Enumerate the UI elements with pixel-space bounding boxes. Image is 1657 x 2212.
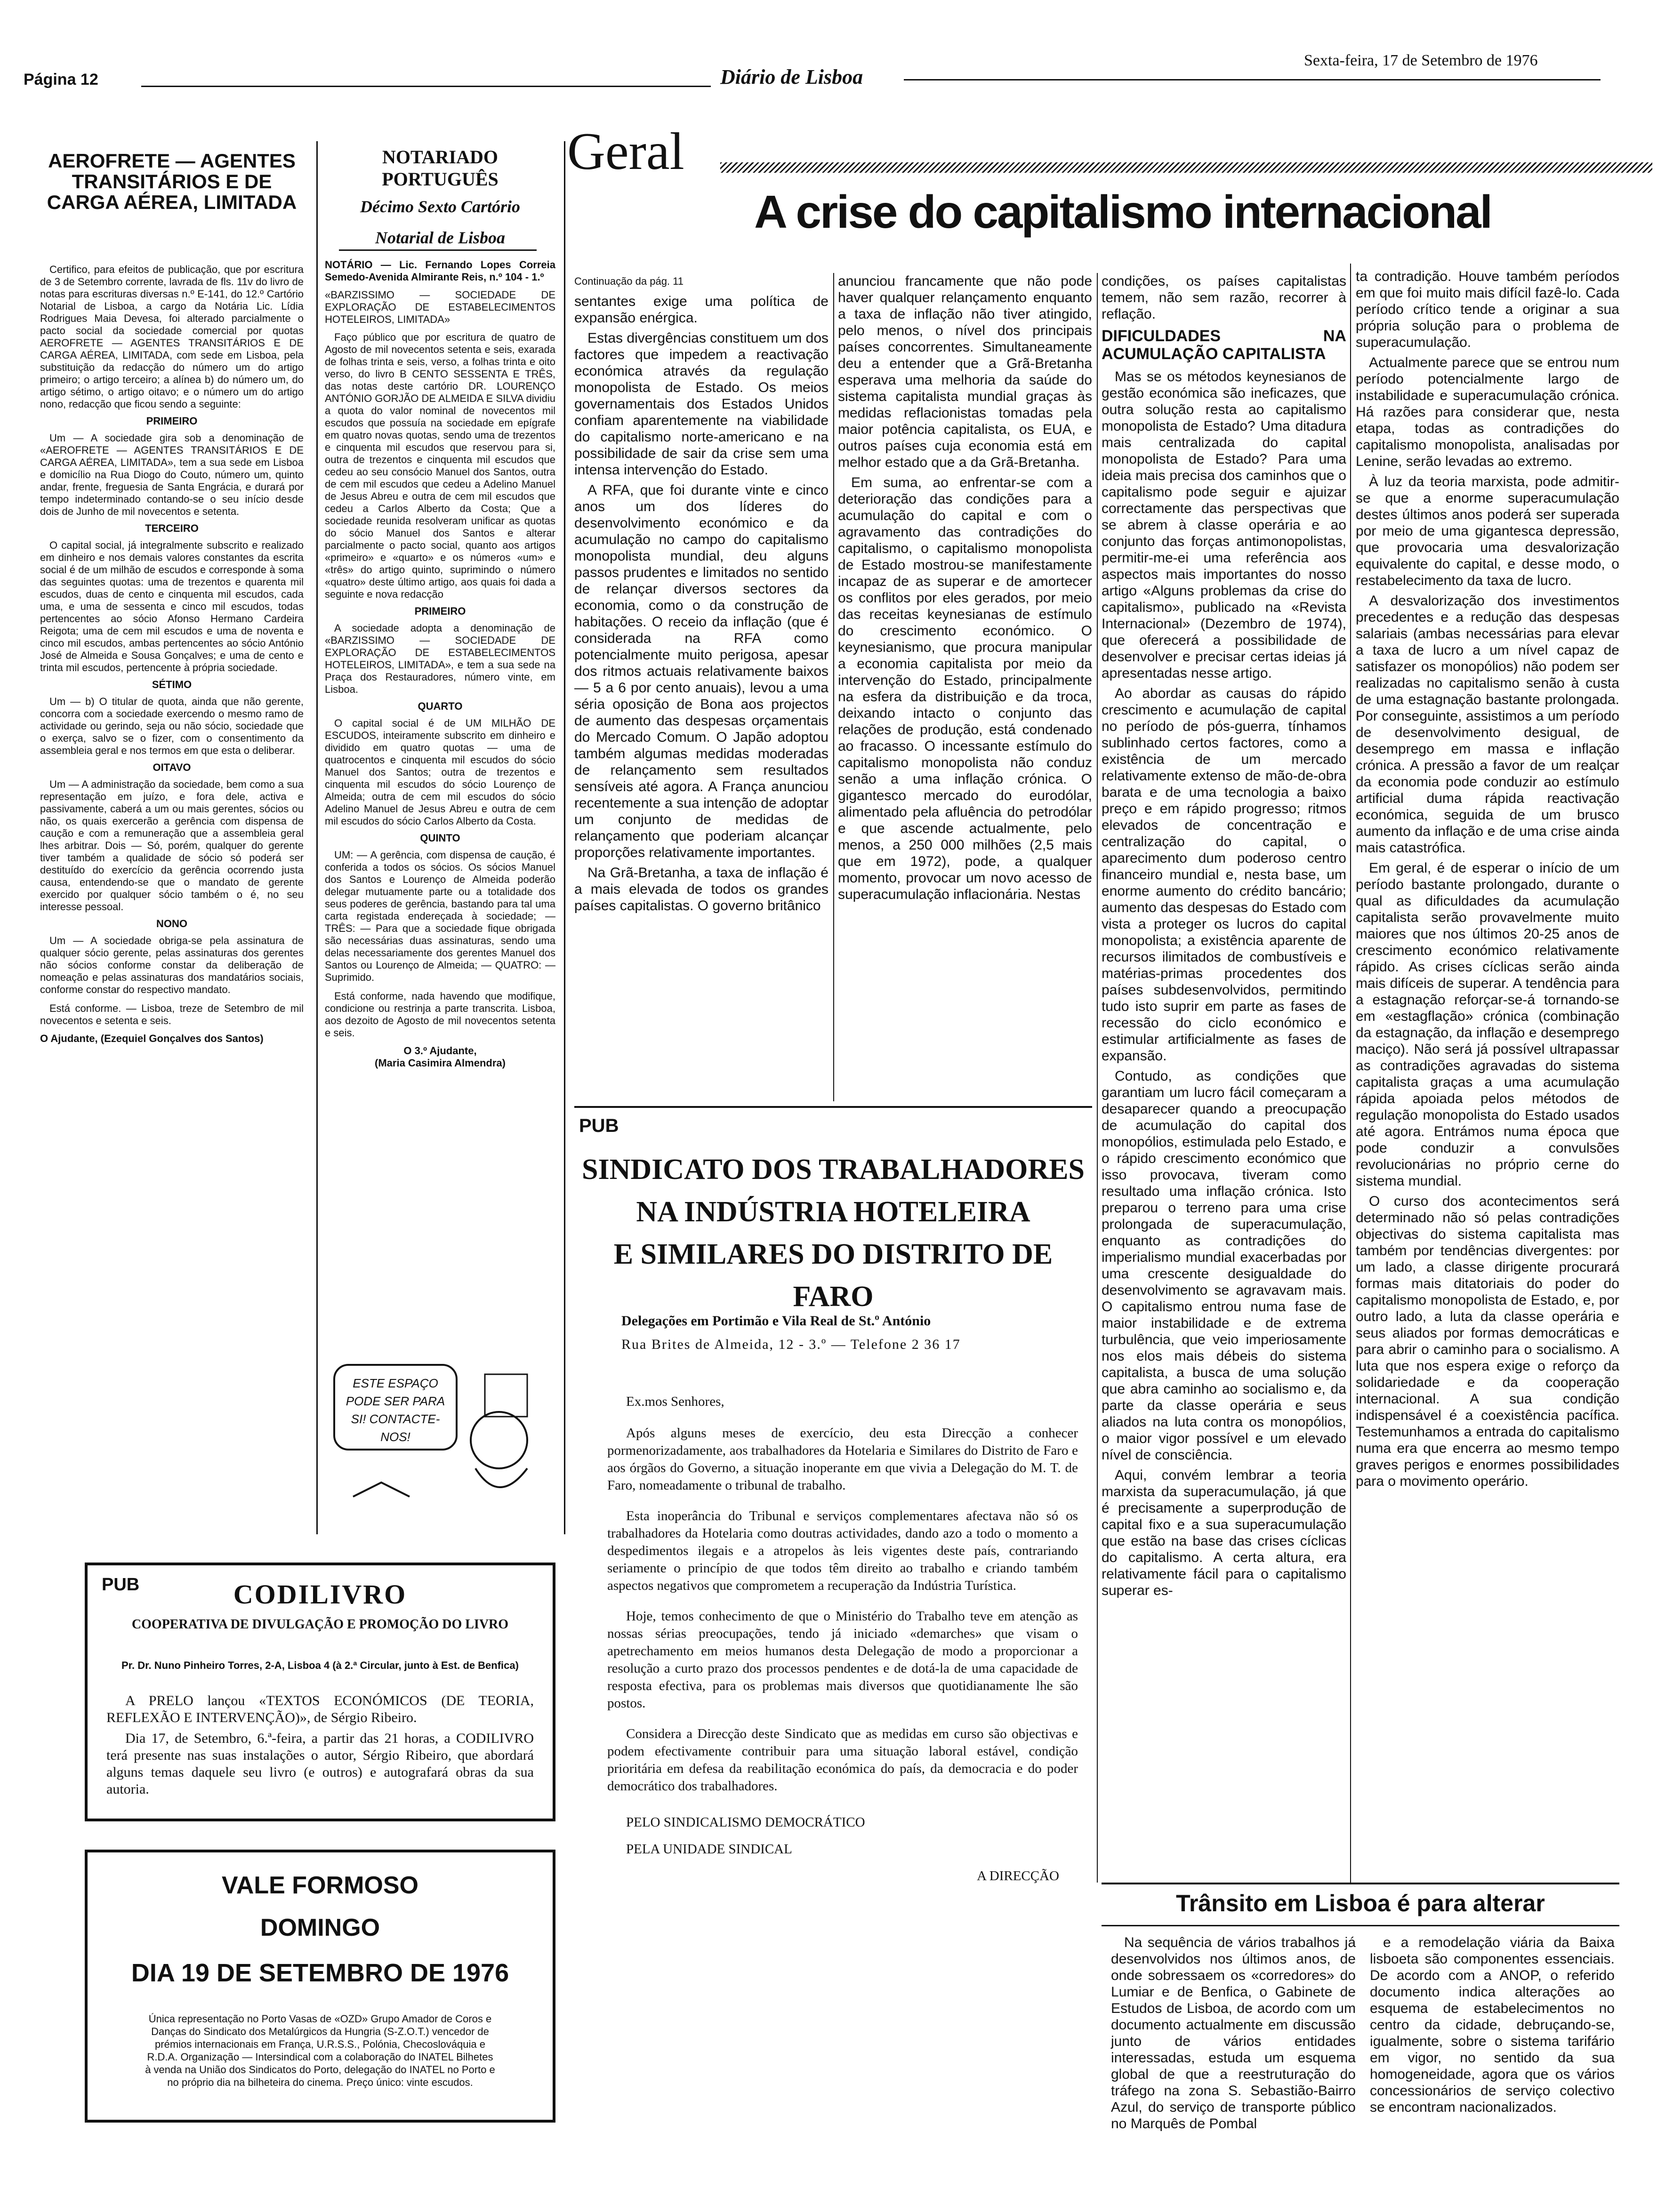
aerofrete-art3: O capital social, já integralmente subscrito e realizado em dinheiro e nos demais valores constantes da escrita social é de um milhão de escudos e corresponde à soma das seguintes quotas: uma de trezentos e quarenta mil escudos, duas de cento e cinquenta mil escudos, cada uma, e uma de sessenta e cinco mil escudos, todas pertencentes ao sócio Afonso Hermano Cardeira Reigota; uma de cem mil escudos e uma de noventa e cinco mil escudos, ambas pertencentes ao sócio António José de Almeida e Sousa Gonçalves; e uma de cento e trinta mil escudos, pertencente à própria sociedade. bbox=[40, 539, 304, 673]
codilivro-body bbox=[106, 1692, 534, 1798]
article-p8: Mas se os métodos keynesianos de gestão económica são ineficazes, que outra solução resta ao capitalismo monopolista de Estado? Uma ditadura mais centralizada do capital monopolista de Estado? Para uma ideia mais precisa dos caminhos que o capitalismo pode seguir e ajuizar correctamente das perspectivas que se abrem à classe operária e ao conjunto das forças antimonopolistas, permitir-me-ei uma referência aos aspectos mais importantes do nosso artigo «Alguns problemas da crise do capitalismo», publicado na «Revista Internacional» (Dezembro de 1974), que oferecerá a possibilidade de desenvolver e precisar certas ideias já apresentadas nesse artigo. bbox=[1102, 369, 1346, 681]
article-p17: O curso dos acontecimentos será determinado não só pelas contradições objectivas do sistema capitalista mas também por tendências divergentes: por um lado, a classe dirigente procurará formas mais ditatoriais do poder do capitalismo monopolista de Estado, e, por outro lado, a luta da classe operária e seus aliados por formas democráticas e para abrir o caminho para o socialismo. A luta que nos espera exige o reforço da solidariedade e da cooperação internacional. A sua condição indispensável é a coexistência pacífica. Testemunhamos a entrada do capitalismo numa era que encerra ao mesmo tempo graves perigos e enormes possibilidades para o movimento operário. bbox=[1356, 1194, 1619, 1489]
codilivro-address: Pr. Dr. Nuno Pinheiro Torres, 2-A, Lisboa 4 (à 2.ª Circular, junto à Est. de Benfica) bbox=[121, 1659, 519, 1671]
article-subheading: DIFICULDADES NA ACUMULAÇÃO CAPITALISTA bbox=[1102, 327, 1346, 363]
aerofrete-heading-setimo: SÉTIMO bbox=[152, 679, 192, 690]
notariado-subtitle: Décimo Sexto Cartório bbox=[360, 197, 520, 216]
codilivro-pub-label: PUB bbox=[102, 1575, 140, 1595]
notariado-heading bbox=[325, 146, 555, 248]
notariado-art4: O capital social é de UM MILHÃO DE ESCUDOS, inteiramente subscrito em dinheiro e dividido em quatro quotas — uma de quatrocentos e cinquenta mil escudos do sócio Manuel dos Santos; outra de trezentos e cinquenta mil escudos do sócio Lourenço de Almeida; outra de cem mil escudos do sócio Adelino Manuel de Jesus Abreu e outra de cem mil escudos do sócio Carlos Alberto da Costa. bbox=[325, 717, 555, 827]
notariado-notice bbox=[325, 259, 555, 1069]
codilivro-title: CODILIVRO bbox=[233, 1579, 407, 1610]
aerofrete-heading-nono: NONO bbox=[156, 918, 187, 930]
vale-date: DIA 19 DE SETEMBRO DE 1976 bbox=[131, 1959, 509, 1987]
article-p14: À luz da teoria marxista, pode admitir-se que a enorme superacumulação destes últimos anos poderá ser superada por meio de uma gigantesca depressão, que provocaria uma desvalorização equivalente do capital, e desse modo, o restabelecimento da taxa de lucro. bbox=[1356, 474, 1619, 588]
sindicato-greeting: Ex.mos Senhores, bbox=[626, 1394, 724, 1409]
vale-title: VALE FORMOSO bbox=[222, 1872, 418, 1899]
aerofrete-art7: Um — b) O titular de quota, ainda que não gerente, concorra com a sociedade exercendo o mesmo ramo de actividade ou gerindo, seja ou não sócio, sociedade que o exerça, salvo se o fizer, com o consentimento da assembleia geral e nos termos em que esta o deliberar. bbox=[40, 696, 304, 756]
notariado-heading-quarto: QUARTO bbox=[418, 700, 463, 712]
aerofrete-closing: Está conforme. — Lisboa, treze de Setembro de mil novecentos e setenta e seis. bbox=[40, 1002, 304, 1026]
article-p16: Em geral, é de esperar o início de um período bastante prolongado, durante o qual as dificuldades da acumulação capitalista serão provavelmente muito maiores que nos últimos 20-25 anos de crescimento económico relativamente rápido. As crises cíclicas serão ainda mais difíceis de superar. A tendência para a estagnação reforçar-se-á tornando-se em «estagflação» crónica (combinação da estagnação, da inflação e desemprego maciço). Não será já possível ultrapassar as contradições agravadas do sistema capitalista graças a uma acumulação rápida apoiada pelos métodos de regulação monopolista do Estado usados até agora. Entrámos numa época que pode conduzir a convulsões revolucionárias no próprio cerne do sistema mundial. bbox=[1356, 860, 1619, 1189]
issue-date: Sexta-feira, 17 de Setembro de 1976 bbox=[1304, 52, 1538, 69]
sindicato-title-2: NA INDÚSTRIA HOTELEIRA bbox=[636, 1196, 1030, 1228]
sindicato-p3: Hoje, temos conhecimento de que o Ministério do Trabalho teve em atenção as nossas sérias preocupações, tendo já iniciado «demarches» que visam o apetrechamento em meios humanos desta Delegação de modo a proporcionar a resolução a curto prazo dos processos pendentes e de dotá-la de uma capacidade de resposta efectiva, para os problemas mais diversos que quotidianamente lhe são postos. bbox=[607, 1609, 1078, 1711]
codilivro-subtitle: COOPERATIVA DE DIVULGAÇÃO E PROMOÇÃO DO LIVRO bbox=[131, 1617, 509, 1632]
article-p2: Estas divergências constituem um dos factores que impedem a reactivação económica através da regulação monopolista de Estado. Os meios governamentais dos Estados Unidos confiam aparentemente na viabilidade do capitalismo norte-americano e na possibilidade de sair da crise sem uma intensa intervenção do Estado. bbox=[574, 330, 828, 478]
aerofrete-signature: O Ajudante, (Ezequiel Gonçalves dos Santos) bbox=[40, 1033, 264, 1044]
sindicato-letter bbox=[607, 1393, 1078, 1885]
section-hatch bbox=[720, 162, 1652, 173]
notariado-rule bbox=[339, 249, 537, 251]
sindicato-pub-label: PUB bbox=[579, 1115, 619, 1136]
aerofrete-intro: Certifico, para efeitos de publicação, que por escritura de 3 de Setembro corrente, lavrada de fls. 11v do livro de notas para escrituras diversas n.º E-141, do 12.º Cartório Notarial de Lisboa, a cargo da Notária Lic. Lídia Rodrigues Maia Devesa, foi alterado parcialmente o pacto social da sociedade comercial por quotas AEROFRETE — AGENTES TRANSITÁRIOS E DE CARGA AÉREA, LIMITADA, com sede em Lisboa, pela substituição da redacção do número um do artigo primeiro; o artigo terceiro; a alínea b) do número um, do artigo sétimo, o artigo oitavo; e o número um do artigo nono, redacção que ficou sendo a seguinte: bbox=[40, 264, 304, 410]
aerofrete-heading-terceiro: TERCEIRO bbox=[145, 522, 199, 534]
article-col-3 bbox=[1102, 273, 1346, 1603]
cartoon-ad bbox=[325, 1355, 555, 1515]
masthead-rule-left bbox=[141, 86, 711, 87]
notariado-title: NOTARIADO PORTUGUÊS bbox=[382, 146, 499, 190]
notariado-closing: Está conforme, nada havendo que modifique, condicione ou restrinja a parte transcrita. Lisboa, aos dezoito de Agosto de mil novecentos setenta e seis. bbox=[325, 990, 555, 1039]
sindicato-title-3: E SIMILARES DO DISTRITO DE FARO bbox=[613, 1238, 1053, 1313]
article-continuation: Continuação da pág. 11 bbox=[574, 275, 684, 287]
transito-col-2: e a remodelação viária da Baixa lisboeta são componentes essenciais. De acordo com a ANOP, o referido documento indica alterações ao esquema de estabelecimentos no centro da cidade, debruçando-se, igualmente, sobre o sistema tarifário em vigor, no sentido da sua homogeneidade, agora que os vários concessionários de serviço colectivo se encontram nacionalizados. bbox=[1370, 1935, 1615, 2115]
column-divider-4 bbox=[1097, 273, 1098, 1883]
column-divider-3 bbox=[833, 273, 834, 1101]
article-col-2 bbox=[838, 273, 1092, 906]
sindicato-header bbox=[574, 1148, 1092, 1318]
sindicato-top-rule bbox=[574, 1106, 1092, 1108]
codilivro-ad bbox=[85, 1563, 555, 1821]
article-p15: A desvalorização dos investimentos precedentes e a redução das despesas salariais (ambas necessárias para elevar a taxa de lucro a um nível capaz de satisfazer os monopólios) não podem ser realizadas no capitalismo senão à custa de uma estagnação bastante prolongada. Por conseguinte, assistimos a um período de desenvolvimento desigual, de desemprego em massa e inflação crónica. A pressão a favor de um realçar da economia pode conduzir ao estímulo artificial duma rápida reactivação económica, seguida de um brusco aumento da inflação e de uma crise ainda mais catastrófica. bbox=[1356, 593, 1619, 856]
article-p4: Na Grã-Bretanha, a taxa de inflação é a mais elevada de todos os grandes países capitalistas. O governo britânico bbox=[574, 865, 828, 914]
aerofrete-art1: Um — A sociedade gira sob a denominação de «AEROFRETE — AGENTES TRANSITÁRIOS E DE CARGA AÉREA, LIMITADA», tem a sua sede em Lisboa e domicílio na Rua Diogo do Couto, número um, quinto andar, frente, freguesia de Santa Engrácia, e durará por tempo indeterminado contando-se o seu início desde dois de Junho de mil novecentos e setenta. bbox=[40, 432, 304, 517]
column-divider-1 bbox=[316, 141, 318, 1534]
sindicato-slogan-1: PELO SINDICALISMO DEMOCRÁTICO bbox=[626, 1815, 865, 1830]
aerofrete-art8: Um — A administração da sociedade, bem como a sua representação em juízo, e fora dele, activa e passivamente, caberá a um ou mais gerentes, sócios ou não, os quais exercerão a gerência com dispensa de caução e com a remuneração que a assembleia geral lhes arbitrar. Dois — Só, porém, qualquer do gerente tiver também a qualidade de sócio só poderá ser destituído do exercício da gerência ocorrendo justa causa, entendendo-se que o mandato de gerente exercido por qualquer sócio também o é, no seu interesse pessoal. bbox=[40, 778, 304, 913]
notariado-heading-quinto: QUINTO bbox=[420, 832, 460, 844]
article-p13: Actualmente parece que se entrou num período potencialmente largo de instabilidade e superacumulação crónica. Há razões para considerar que, nesta etapa, todas as contradições do capitalismo monopolista, analisadas por Lenine, serão levadas ao extremo. bbox=[1356, 355, 1619, 469]
page-number: Página 12 bbox=[24, 71, 98, 88]
newspaper-title: Diário de Lisboa bbox=[720, 65, 863, 88]
sindicato-address: Rua Brites de Almeida, 12 - 3.º — Telefone 2 36 17 bbox=[621, 1337, 961, 1352]
vale-subtitle: DOMINGO bbox=[260, 1914, 380, 1941]
aerofrete-title: AEROFRETE — AGENTES TRANSITÁRIOS E DE CARGA AÉREA, LIMITADA bbox=[47, 150, 297, 213]
article-p12: ta contradição. Houve também períodos em que foi muito mais difícil fazê-lo. Cada período crítico tende a originar a sua própria solução para o problema de superacumulação. bbox=[1356, 269, 1619, 350]
column-divider-2 bbox=[564, 141, 565, 1534]
article-p7: condições, os países capitalistas temem, não sem razão, recorrer à reflação. bbox=[1102, 273, 1346, 322]
sindicato-p4: Considera a Direcção deste Sindicato que as medidas em curso são objectivas e podem efectivamente contribuir para uma situação laboral estável, condição prioritária em defesa da reabilitação económica do país, da democracia e do poder democrático dos trabalhadores. bbox=[607, 1726, 1078, 1794]
notariado-place: Notarial de Lisboa bbox=[375, 228, 505, 247]
notariado-art1: A sociedade adopta a denominação de «BARZISSIMO — SOCIEDADE DE EXPLORAÇÃO DE ESTABELECIMENTOS HOTELEIROS, LIMITADA», e tem a sua sede na Praça dos Restauradores, número vinte, em Lisboa. bbox=[325, 622, 555, 695]
aerofrete-heading-oitavo: OITAVO bbox=[153, 761, 191, 773]
headline: A crise do capitalismo internacional bbox=[754, 186, 1491, 238]
article-p3: A RFA, que foi durante vinte e cinco anos um dos líderes do desenvolvimento económico e da acumulação no campo do capitalismo monopolista mundial, deu alguns passos prudentes e limitados no sentido de relançar diversos sectores da economia, como o da construção de habitações. O receio da inflação (que é considerada na RFA como potencialmente muito perigosa, apesar dos ritmos actuais relativamente baixos — 5 a 6 por cento anuais), levou a uma séria oposição de Bona aos projectos de aumento das despesas orçamentais do Mercado Comum. O Japão adoptou também algumas medidas moderadas de relançamento sem resultados sensíveis até agora. A França anunciou recentemente a sua intenção de adoptar um conjunto de medidas de relançamento que poderiam alcançar proporções relativamente importantes. bbox=[574, 482, 828, 860]
transito-top-rule bbox=[1102, 1883, 1619, 1884]
notariado-art5: UM: — A gerência, com dispensa de caução, é conferida a todos os sócios. Os sócios Manuel dos Santos e Lourenço de Almeida poderão delegar mutuamente parte ou a totalidade dos seus poderes de gerência, bastando para tal uma carta registada endereçada à sociedade; — TRÊS: — Para que a sociedade fique obrigada são necessárias duas assinaturas, sendo uma delas necessariamente dos gerentes Manuel dos Santos ou Lourenço de Almeida; — QUATRO: — Suprimido. bbox=[325, 849, 555, 983]
article-p5: anunciou francamente que não pode haver qualquer relançamento enquanto a taxa de inflação não tiver atingido, pelo menos, o nível dos principais países concorrentes. Simultaneamente deu a entender que a Grã-Bretanha esperava uma melhoria da saúde do sistema capitalista mundial graças às medidas reflacionistas tomadas pela maior potência capitalista, os EUA, e outros países cuja economia está em melhor estado que a da Grã-Bretanha. bbox=[838, 273, 1092, 470]
notariado-company: «BARZISSIMO — SOCIEDADE DE EXPLORAÇÃO DE ESTABELECIMENTOS HOTELEIROS, LIMITADA» bbox=[325, 289, 555, 325]
article-p9: Ao abordar as causas do rápido crescimento e acumulação de capital no período de pós-guerra, tínhamos sublinhado certos factores, como a existência de um mercado relativamente extenso de mão-de-obra barata e de uma tecnologia a baixo preço e em rápido progresso; ritmos elevados de concentração e centralização do capital, o aparecimento dum poderoso centro financeiro mundial e, nesta base, um enorme aumento do crédito bancário; aumento das despesas do Estado com vista a proteger os lucros do capital monopolista; a existência aparente de recursos ilimitados de combustíveis e matérias-primas procedentes dos países subdesenvolvidos, permitindo tudo isto suprir em parte as fases de recessão do ciclo económico e estimular artificialmente as fases de expansão. bbox=[1102, 686, 1346, 1064]
sindicato-title-1: SINDICATO DOS TRABALHADORES bbox=[581, 1154, 1085, 1186]
notariado-notary: NOTÁRIO — Lic. Fernando Lopes Correia Semedo-Avenida Almirante Reis, n.º 104 - 1.º bbox=[325, 259, 555, 283]
codilivro-p1: A PRELO lançou «TEXTOS ECONÓMICOS (DE TEORIA, REFLEXÃO E INTERVENÇÃO)», de Sérgio Ribeiro. bbox=[106, 1693, 534, 1725]
codilivro-p2: Dia 17, de Setembro, 6.ª-feira, a partir das 21 horas, a CODILIVRO terá presente nas suas instalações o autor, Sérgio Ribeiro, que abordará alguns temas daquele seu livro (e outros) e autografará obras da sua autoria. bbox=[106, 1731, 534, 1797]
notariado-heading-primeiro: PRIMEIRO bbox=[414, 605, 466, 617]
cartoon-speech: ESTE ESPAÇO PODE SER PARA SI! CONTACTE-NOS! bbox=[346, 1376, 445, 1444]
notariado-intro: Faço público que por escritura de quatro de Agosto de mil novecentos setenta e seis, exarada de folhas trinta e seis, verso, a folhas trinta e oito verso, do livro B CENTO SESSENTA E TRÊS, das notas deste cartório DR. LOURENÇO ANTÓNIO GORJÃO DE ALMEIDA E SILVA dividiu a quota do valor nominal de novecentos mil escudos que possuía na sociedade em epígrafe em quatro novas quotas, sendo uma de trezentos e cinquenta mil escudos que reservou para si, outra de trezentos e cinquenta mil escudos que cedeu ao seu consócio Manuel dos Santos, outra de cem mil escudos que cedeu a Adelino Manuel de Jesus Abreu e outra de cem mil escudos que cedeu a Carlos Alberto da Costa; Que a sociedade reunida resolveram unificar as quotas do sócio Manuel dos Santos e alterar parcialmente o pacto social, quanto aos artigos «primeiro» e «quarto» e os números «um» e «três» do artigo quinto, suprimindo o número «quatro» deste último artigo, aos quais foi dada a seguinte e nova redacção bbox=[325, 331, 555, 600]
article-p6: Em suma, ao enfrentar-se com a deterioração das condições para a acumulação do capital e com o agravamento das contradições do capitalismo, o capitalismo monopolista de Estado mostrou-se manifestamente incapaz de as superar e de amortecer os conflitos por eles gerados, por meio das receitas keynesianas de estímulo do crescimento económico. O keynesianismo, que procura manipular a economia capitalista por meio da intervenção do Estado, principalmente na esfera da distribuição e da troca, deixando intacto o conjunto das relações de produção, está condenado ao fracasso. O incessante estímulo do capitalismo monopolista não conduz senão a uma inflação crónica. O gigantesco mercado do eurodólar, alimentado pela afluência do petrodólar e que ascende actualmente, pelo menos, a 250 000 milhões (2,5 mais que em 1972), pode, a qualquer momento, provocar um novo acesso de superacumulação inflacionária. Nestas bbox=[838, 475, 1092, 902]
masthead-rule-right bbox=[904, 79, 1601, 80]
aerofrete-art9: Um — A sociedade obriga-se pela assinatura de qualquer sócio gerente, pelas assinaturas dos gerentes não sócios conforme constar da deliberação de nomeação e pelas assinaturas dos mandatários sociais, conforme constar do respectivo mandato. bbox=[40, 935, 304, 995]
article-p1: sentantes exige uma política de expansão enérgica. bbox=[574, 294, 828, 326]
transito-title-rule bbox=[1102, 1925, 1619, 1926]
vale-body: Única representação no Porto Vasas de «OZD» Grupo Amador de Coros e Danças do Sindicato dos Metalúrgicos da Hungria (S-Z.O.T.) vencedor de prémios internacionais em França, U.R.S.S., Polónia, Checoslováquia e R.D.A. Organização — Intersindical com a colaboração do INATEL Bilhetes à venda na União dos Sindicatos do Porto, delegação do INATEL no Porto e no próprio dia na bilheteira do cinema. Preço único: vinte escudos. bbox=[145, 2013, 495, 2088]
column-divider-5 bbox=[1350, 264, 1351, 1883]
sindicato-p1: Após alguns meses de exercício, deu esta Direcção a conhecer pormenorizadamente, aos trabalhadores da Hotelaria e Similares do Distrito de Faro e aos órgãos do Governo, a situação inoperante em que vivia a Delegação do M. T. de Faro, nomeadamente o tribunal de trabalho. bbox=[607, 1426, 1078, 1493]
vale-formoso-ad bbox=[85, 1850, 555, 2123]
section-title: Geral bbox=[567, 122, 684, 181]
article-p11: Aqui, convém lembrar a teoria marxista da superacumulação, já que é precisamente a superprodução de capital fixo e a sua superacumulação que estão na base das crises cíclicas do capitalismo. A certa altura, era relativamente fácil para o capitalismo superar es- bbox=[1102, 1467, 1346, 1598]
sindicato-signature: A DIRECÇÃO bbox=[977, 1868, 1059, 1883]
sindicato-p2: Esta inoperância do Tribunal e serviços complementares afectava não só os trabalhadores da Hotelaria como doutras actividades, dando azo a todo o momento a despedimentos ilegais e a atropelos às leis vigentes deste país, contrariando seriamente o princípio de que todos têm direito ao trabalho e criando também aspectos negativos que comprometem a recuperação da Indústria Turística. bbox=[607, 1508, 1078, 1593]
sindicato-delegations: Delegações em Portimão e Vila Real de St.º António bbox=[621, 1313, 931, 1329]
article-p10: Contudo, as condições que garantiam um lucro fácil começaram a desaparecer quando a preocupação de acumulação do capital dos monopólios, estimulada pelo Estado, e o rápido crescimento económico que isso provocava, tiveram como resultado uma inflação crónica. Isto preparou o terreno para uma crise prolongada de superacumulação, enquanto as contradições do imperialismo mundial exacerbadas por uma crescente desigualdade do desenvolvimento se agravavam mais. O capitalismo entrou numa fase de maior instabilidade e de extrema turbulência, que veio imperiosamente nos elos mais débeis do sistema capitalista, a busca de uma solução que abra caminho ao socialismo e, da parte da classe operária e seus aliados na luta contra os monopólios, o maior vigor possível e um elevado nível de consciência. bbox=[1102, 1068, 1346, 1463]
transito-col-1: Na sequência de vários trabalhos já desenvolvidos nos últimos anos, de onde sobressaem os «corredores» do Lumiar e de Benfica, o Gabinete de Estudos de Lisboa, de acordo com um documento actualmente em discussão junto de vários entidades interessadas, estuda um esquema global de que a reestruturação do tráfego na zona S. Sebastião-Bairro Azul, do serviço de transporte público no Marquês de Pombal bbox=[1111, 1935, 1356, 2132]
aerofrete-notice bbox=[40, 264, 304, 1045]
notariado-signature-role: O 3.º Ajudante, bbox=[403, 1045, 477, 1057]
article-col-4 bbox=[1356, 268, 1619, 1493]
notariado-signature-name: (Maria Casimira Almendra) bbox=[375, 1057, 506, 1069]
transito-title: Trânsito em Lisboa é para alterar bbox=[1176, 1890, 1545, 1916]
aerofrete-heading-primeiro: PRIMEIRO bbox=[146, 415, 198, 427]
sindicato-slogan-2: PELA UNIDADE SINDICAL bbox=[626, 1842, 792, 1857]
article-col-1 bbox=[574, 273, 828, 918]
